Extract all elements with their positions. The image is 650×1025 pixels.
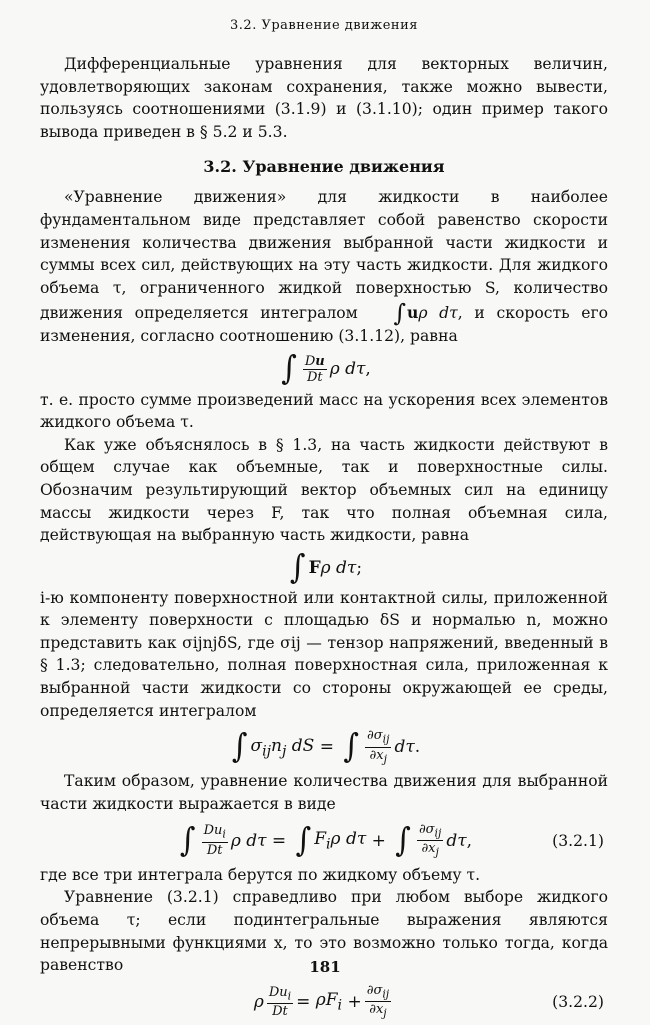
equation-3-2-2: ρ $\frac{Du_i}{Dt}$ = $\rho F_i$ + $\frac{\partial\sigma_{ij}}{\partial x_j}$ (3.2.2): [253, 982, 604, 1020]
equation-label-3-2-1: (3.2.1): [552, 831, 604, 850]
paragraph-mass-acceleration: т. е. просто сумме произведений масс на ускорения всех элементов жидкого объема τ.: [40, 390, 608, 432]
page-content: [40, 18, 608, 1025]
equation-label-3-2-2: (3.2.2): [552, 992, 604, 1011]
equation-3-2-1: ∫ $\frac{Du_i}{Dt}$ ρ dτ = ∫ $F_i\rho$ dτ + ∫ $\frac{\partial\sigma_{ij}}{\partial x_j}$ dτ , (3.2.1): [179, 820, 604, 860]
paragraph-body-forces: Как уже объяснялось в § 1.3, на часть жидкости действуют в общем случае как объемные, так и поверхностные силы. Обозначим результирующий вектор объемных сил на единицу массы жидкости через F, так что полная объемная сила, действующая на выбранную часть жидкости, равна: [40, 435, 608, 545]
paragraph-continuity-condition: Уравнение (3.2.1) справедливо при любом выборе жидкого объема τ; если подинтегральные выражения являются непрерывными функциями x, то это возможно только тогда, когда равенство: [40, 888, 608, 975]
running-head: 3.2. Уравнение движения: [230, 18, 418, 33]
section-title: 3.2. Уравнение движения: [203, 157, 445, 177]
inline-momentum-integral: ∫: [393, 299, 406, 328]
paragraph-equation-of-motion: «Уравнение движения» для жидкости в наиболее фундаментальном виде представляет собой равенство скорости изменения количества движения выбранной части жидкости и суммы всех сил, действующих на эту часть жидкости. Для жидкого объема τ, ограниченного жидкой поверхностью S, количество движения определяется интегралом ∫uρ dτ, и скорость его изменения, согласно соотношению (3.1.12), равна: [40, 188, 609, 345]
paragraph-integrals-note: где все три интеграла берутся по жидкому объему τ.: [40, 865, 481, 884]
paragraph-surface-forces: i-ю компоненту поверхностной или контактной силы, приложенной к элементу поверхности с площадью δS и нормалью n, можно представить как σijnjδS, где σij — тензор напряжений, введенный в § 1.3; следовательно, полная поверхностная сила, приложенная к выбранной части жидкости со стороны окружающей ее среды, определяется интегралом: [40, 588, 608, 720]
equation-rate-of-change: ∫ $\frac{Du}{Dt}$ ρ dτ ,: [281, 349, 371, 388]
paragraph-momentum-equation: Таким образом, уравнение количества движения для выбранной части жидкости выражается в виде: [40, 772, 608, 814]
paragraph-intro: Дифференциальные уравнения для векторных величин, удовлетворяющих законам сохранения, также можно вывести, пользуясь соотношениями (3.1.9) и (3.1.10); один пример такого вывода приведен в § 5.2 и 5.3.: [40, 55, 608, 141]
paragraph-text: «Уравнение движения» для жидкости в наиболее фундаментальном виде представляет собой равенство скорости изменения количества движения выбранной части жидкости и суммы всех сил, действующих на эту часть жидкости. Для жидкого объема τ, ограниченного жидкой поверхностью S, количество движения определяется интегралом: [40, 188, 608, 323]
page-number: 181: [309, 958, 341, 976]
paragraph-text: и скорость его изменения, согласно соотношению (3.1.12), равна: [40, 304, 609, 345]
equation-body-force: ∫ F ρ dτ ;: [289, 547, 363, 587]
equation-surface-force: ∫ $\sigma_{ij}n_j$ dS = ∫ $\frac{\partial\sigma_{ij}}{\partial x_j}$ dτ .: [231, 727, 421, 767]
